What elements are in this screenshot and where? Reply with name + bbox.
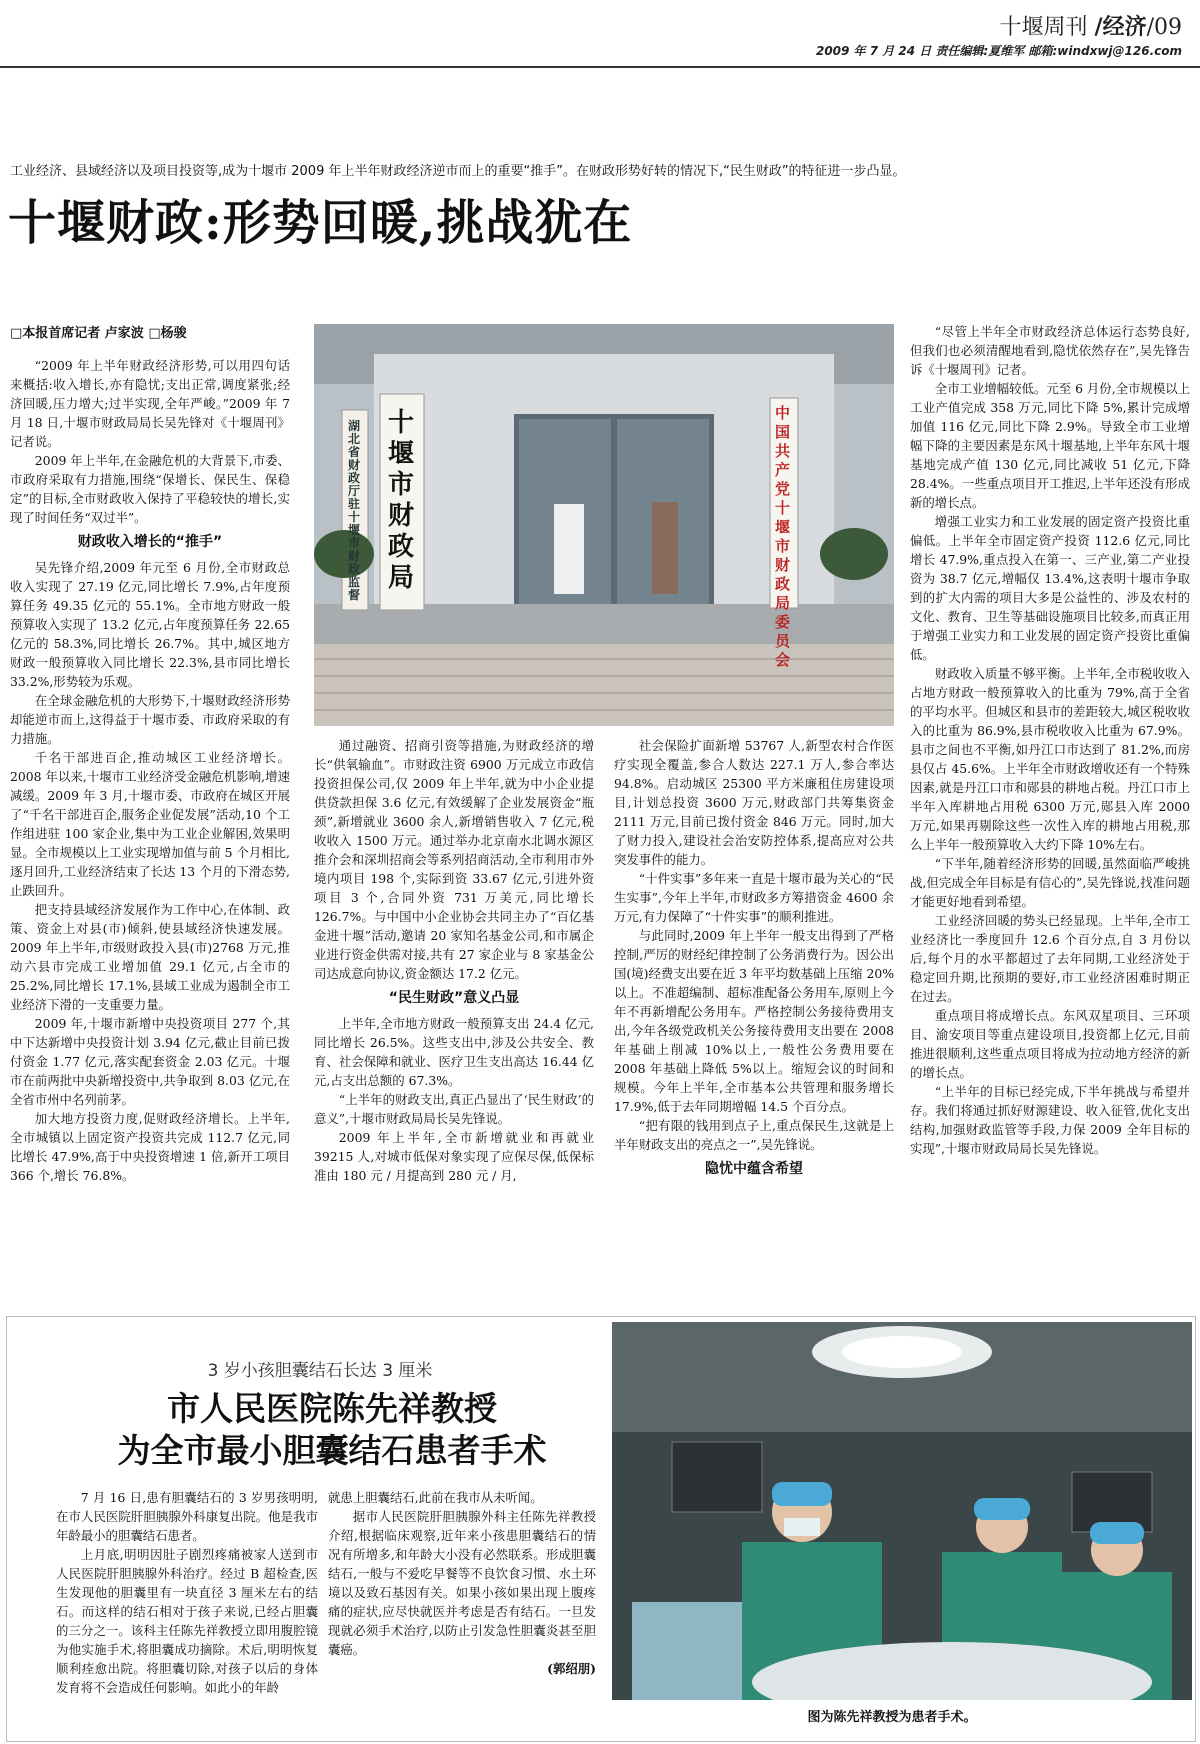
paragraph: 上月底,明明因肚子剧烈疼痛被家人送到市人民医院肝胆胰腺外科治疗。经过 B 超检查,医生发现他的胆囊里有一块直径 3 厘米左右的结石。而这样的结石相对于孩子来说,已经占胆囊的三分之一。该科主任陈先祥教授立即用腹腔镜为他实施手术,将胆囊成功摘除。术后,明明恢复顺利痊愈出院。将胆囊切除,对孩子以后的身体发育将不会造成任何影响。如此小的年龄 [56,1547,318,1695]
page-number: /09 [1146,15,1182,40]
article-column-3 [614,736,894,1185]
paragraph: “尽管上半年全市财政经济总体运行态势良好,但我们也必须清醒地看到,隐忧依然存在”,吴先锋告诉《十堰周刊》记者。 [910,324,1190,377]
paragraph: 2009 年,十堰市新增中央投资项目 277 个,其中下达新增中央投资计划 3.94 亿元,截止目前已拨付资金 1.77 亿元,落实配套资金 2.03 亿元。十堰市在前两批中央新增投资中,共争取到 8.03 亿元,在全省市州中名列前茅。 [10,1016,290,1107]
article-column-4 [910,322,1190,1158]
paragraph: “十件实事”多年来一直是十堰市最为关心的“民生实事”,今年上半年,市财政多方筹措资金 4600 余万元,有力保障了“十件实事”的顺利推进。 [614,871,894,924]
byline: □本报首席记者 卢家波 □杨骏 [10,326,187,341]
section-name: 十堰周刊 [999,15,1088,40]
paragraph: 加大地方投资力度,促财政经济增长。上半年,全市城镇以上固定资产投资共完成 112.7 亿元,同比增长 47.9%,高于中央投资增速 1 倍,新开工项目 366 个,增长 76.8%。 [10,1111,290,1183]
date-editor-line: 2009 年 7 月 24 日 责任编辑:夏维军 邮箱:windxwj@126.com [815,44,1182,58]
lead-text: 工业经济、县域经济以及项目投资等,成为十堰市 2009 年上半年财政经济逆市而上的重要“推手”。在财政形势好转的情况下,“民生财政”的特征进一步凸显。 [10,164,906,179]
page-header [1000,10,1182,41]
paragraph: 2009 年上半年,在金融危机的大背景下,市委、市政府采取有力措施,围绕“保增长、保民生、保稳定”的目标,全市财政收入保持了平稳较快的增长,实现了时间任务“双过半”。 [10,453,290,525]
header-rule [0,66,1200,68]
header-sep: / [1094,15,1103,40]
paragraph: 通过融资、招商引资等措施,为财政经济的增长“供氧输血”。市财政注资 6900 万元成立市政信投资担保公司,仅 2009 年上半年,就为中小企业提供贷款担保 3.6 亿元,有效缓解了企业发展资金“瓶颈”,新增就业 3600 余人,新增销售收入 7 亿元,税收收入 1500 万元。通过举办北京南水北调水源区推介会和深圳招商会等系列招商活动,全市利用市外境内项目 198 个,实际到资 33.67 亿元,引进外资项目 3 个,合同外资 731 万美元,同比增长 126.7%。与中国中小企业协会共同主办了“百亿基金进十堰”活动,邀请 20 家知名基金公司,和市属企业进行资金供需对接,共有 27 家企业与 8 家基金公司达成意向协议,资金额达 17.2 亿元。 [314,738,594,981]
paragraph: 财政收入质量不够平衡。上半年,全市税收收入占地方财政一般预算收入的比重为 79%,高于全省的平均水平。但城区和县市的差距较大,城区税收收入的比重为 86.9%,县市税收收入比重为 67.9%。县市之间也不平衡,如丹江口市达到了 81.2%,而房县仅占 45.6%。上半年全市财政增收还有一个特殊因素,就是丹江口市和郧县的耕地占税。丹江口市上半年入库耕地占用税 6300 万元,郧县入库 2000 万元,如果再剔除这些一次性入库的耕地占用税,那么上半年一般预算收入大约下降 10%左右。 [910,666,1190,852]
paragraph: 上半年,全市地方财政一般预算支出 24.4 亿元,同比增长 26.5%。这些支出中,涉及公共安全、教育、社会保障和就业、医疗卫生支出高达 16.44 亿元,占支出总额的 67.3%。 [314,1016,594,1088]
hospital-title-line-1: 市人民医院陈先祥教授 [167,1389,497,1428]
surgery-photo [612,1322,1192,1700]
headline: 十堰财政:形势回暖,挑战犹在 [8,195,633,251]
paragraph: 把支持县域经济发展作为工作中心,在体制、政策、资金上对县(市)倾斜,使县域经济快速发展。2009 年上半年,市级财政投入县(市)2768 万元,推动六县市完成工业增加值 29.1 亿元,占全市的 25.2%,同比增长 17.1%,县域工业成为遏制全市工业经济下滑的一支重要力量。 [10,902,290,1012]
paragraph: 社会保险扩面新增 53767 人,新型农村合作医疗实现全覆盖,参合人数达 227.1 万人,参合率达 94.8%。启动城区 25300 平方米廉租住房建设项目,计划总投资 3600 万元,财政部门共筹集资金 2111 万元,目前已拨付资金 846 万元。同时,加大了财力投入,建设社会治安防控体系,提高应对公共突发事件的能力。 [614,738,894,867]
paragraph: 增强工业实力和工业发展的固定资产投资比重偏低。上半年全市固定资产投资 112.6 亿元,同比增长 47.9%,重点投入在第一、三产业,第二产业投资为 38.7 亿元,增幅仅 13.4%,这表明十堰市争取到的扩大内需的项目大多是公益性的、涉及农村的文化、教育、卫生等基础设施项目比较多,而真正用于增强工业实力和工业发展的固定资产投资比重偏低。 [910,514,1190,662]
paragraph: 就患上胆囊结石,此前在我市从未听闻。 [328,1490,543,1505]
category-name: 经济 [1102,15,1147,40]
paragraph: “上半年的目标已经完成,下半年挑战与希望并存。我们将通过抓好财源建设、收入征管,优化支出结构,加强财政监管等手段,力保 2009 全年目标的实现”,十堰市财政局局长吴先锋说。 [910,1084,1190,1156]
finance-bureau-photo [314,324,894,726]
hospital-column-1 [56,1488,318,1697]
surgery-illustration [612,1322,1192,1700]
paragraph: 与此同时,2009 年上半年一般支出得到了严格控制,严厉的财经纪律控制了公务消费行为。因公出国(境)经费支出要在近 3 年平均数基础上压缩 20%以上。不准超编制、超标准配备公务用车,原则上今年不再新增配公务用车。严格控制公务接待费用支出,今年各级党政机关公务接待费用支出要在 2008 年基础上削减 10%以上,一般性公务费用要在 2008 年基础上降低 5%以上。缩短会议的时间和规模。今年上半年,全市基本公共管理和服务增长 17.9%,低于去年同期增幅 14.5 个百分点。 [614,928,894,1114]
article-column-1 [10,356,290,1185]
hospital-title-line-2: 为全市最小胆囊结石患者手术 [117,1431,547,1470]
paragraph: “把有限的钱用到点子上,重点保民生,这就是上半年财政支出的亮点之一”,吴先锋说。 [614,1118,894,1152]
paragraph: 7 月 16 日,患有胆囊结石的 3 岁男孩明明,在市人民医院肝胆胰腺外科康复出院。他是我市年龄最小的胆囊结石患者。 [56,1490,318,1543]
article-column-2 [314,736,594,1185]
subheading: 财政收入增长的“推手” [77,534,223,550]
hospital-headline [52,1388,612,1472]
hospital-kicker: 3 岁小孩胆囊结石长达 3 厘米 [207,1361,433,1381]
paragraph: 吴先锋介绍,2009 年元至 6 月份,全市财政总收入实现了 27.19 亿元,同比增长 7.9%,占年度预算任务 49.35 亿元的 55.1%。全市地方财政一般预算收入实现了 13.2 亿元,占年度预算任务 22.65 亿元的 58.3%,同比增长 26.7%。其中,城区地方财政一般预算收入同比增长 22.3%,县市同比增长 33.2%,形势较为乐观。 [10,560,290,689]
paragraph: 全市工业增幅较低。元至 6 月份,全市规模以上工业产值完成 358 万元,同比下降 5%,累计完成增加值 116 亿元,同比下降 2.9%。导致全市工业增幅下降的主要因素是东风十堰基地,上半年东风十堰基地完成产值 130 亿元,同比减收 51 亿元,下降 28.4%。一些重点项目开工推迟,上半年还没有形成新的增长点。 [910,381,1190,510]
paragraph: 在全球金融危机的大形势下,十堰财政经济形势却能逆市而上,这得益于十堰市委、市政府采取的有力措施。 [10,693,290,746]
left-sign-text: 湖北省财政厅驻十堰市财政监督 [348,419,361,602]
subheading: “民生财政”意义凸显 [388,990,520,1006]
subheading: 隐忧中蕴含希望 [705,1161,803,1177]
paragraph: “上半年的财政支出,真正凸显出了‘民生财政’的意义”,十堰市财政局局长吴先锋说。 [314,1092,594,1126]
right-sign-text: 中国共产党十堰市财政局委员会 [775,404,791,669]
paragraph: “下半年,随着经济形势的回暖,虽然面临严峻挑战,但完成全年目标是有信心的”,吴先锋说,找准问题才能更好地看到希望。 [910,856,1190,909]
author-sign: (郭绍朋) [547,1661,596,1676]
center-sign-text: 十堰市财政局 [388,408,415,593]
paragraph: 重点项目将成增长点。东风双星项目、三环项目、渝安项目等重点建设项目,投资都上亿元,目前推进很顺利,这些重点项目将成为拉动地方经济的新的增长点。 [910,1008,1190,1080]
paragraph: 千名干部进百企,推动城区工业经济增长。2008 年以来,十堰市工业经济受金融危机影响,增速减缓。2009 年 3 月,十堰市委、市政府在城区开展了“千名干部进百企,服务企业促发展”活动,10 个工作组进驻 100 家企业,集中为工业企业解困,效果明显。全市规模以上工业实现增加值与前 5 个月相比,逐月回升,工业经济结束了长达 13 个月的下滑态势,止跌回升。 [10,750,290,898]
photo-caption: 图为陈先祥教授为患者手术。 [807,1710,977,1725]
paragraph: 工业经济回暖的势头已经显现。上半年,全市工业经济比一季度回升 12.6 个百分点,自 3 月份以后,每个月的水平都超过了去年同期,工业经济处于稳定回升期,比预期的要好,市工业经济困难时期正在过去。 [910,913,1190,1004]
paragraph: “2009 年上半年财政经济形势,可以用四句话来概括:收入增长,亦有隐忧;支出正常,调度紧张;经济回暖,压力增大;过半实现,全年严峻。”2009 年 7 月 18 日,十堰市财政局局长吴先锋对《十堰周刊》记者说。 [10,358,290,449]
paragraph: 据市人民医院肝胆胰腺外科主任陈先祥教授介绍,根据临床观察,近年来小孩患胆囊结石的情况有所增多,和年龄大小没有必然联系。形成胆囊结石,一般与不爱吃早餐等不良饮食习惯、水土环境以及致石基因有关。如果小孩如果出现上腹疼痛的症状,应尽快就医并考虑是否有结石。一旦发现就必须手术治疗,以防止引发急性胆囊炎甚至胆囊癌。 [328,1509,596,1657]
hospital-column-2 [328,1488,596,1678]
paragraph: 2009 年上半年,全市新增就业和再就业 39215 人,对城市低保对象实现了应保尽保,低保标准由 180 元 / 月提高到 280 元 / 月, [314,1130,594,1183]
